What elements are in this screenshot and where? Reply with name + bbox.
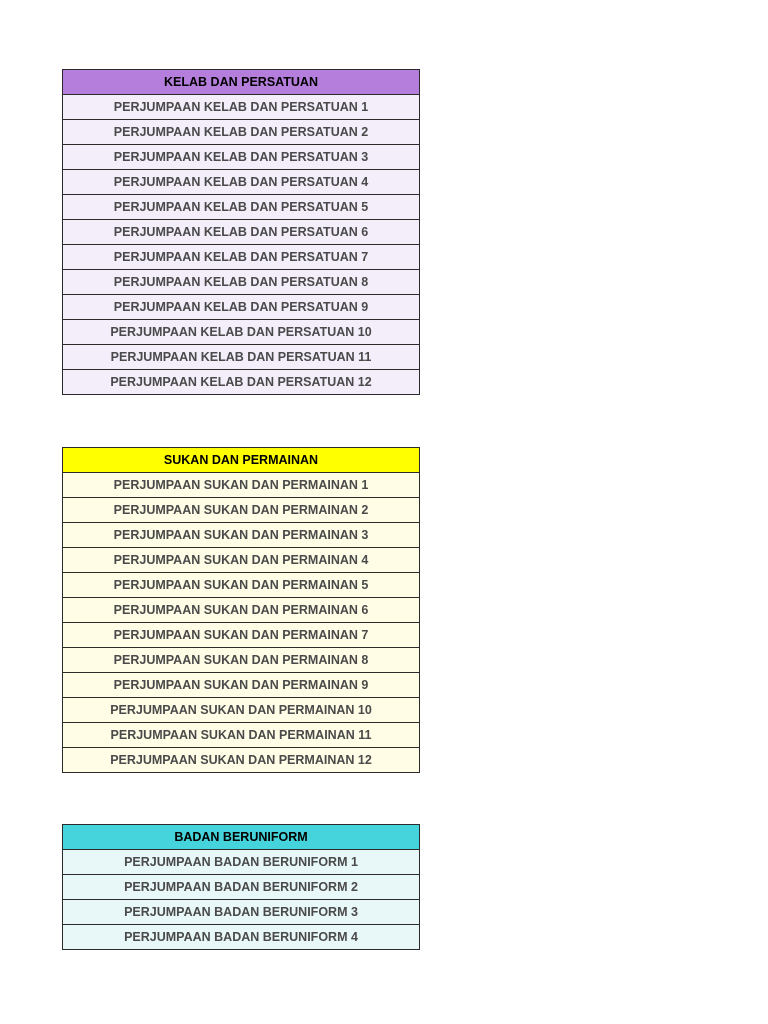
table-body <box>63 95 420 395</box>
table-row <box>63 523 420 548</box>
table-row <box>63 120 420 145</box>
table-row <box>63 473 420 498</box>
table-row <box>63 145 420 170</box>
table-cell: PERJUMPAAN BADAN BERUNIFORM 2 <box>63 875 420 900</box>
table-row <box>63 698 420 723</box>
table-cell: PERJUMPAAN SUKAN DAN PERMAINAN 1 <box>63 473 420 498</box>
table-row <box>63 245 420 270</box>
table-cell: PERJUMPAAN SUKAN DAN PERMAINAN 10 <box>63 698 420 723</box>
table-cell: PERJUMPAAN KELAB DAN PERSATUAN 5 <box>63 195 420 220</box>
table-row <box>63 370 420 395</box>
table-cell: PERJUMPAAN KELAB DAN PERSATUAN 10 <box>63 320 420 345</box>
table-cell: PERJUMPAAN SUKAN DAN PERMAINAN 8 <box>63 648 420 673</box>
table-row <box>63 875 420 900</box>
table-row <box>63 320 420 345</box>
table-row <box>63 925 420 950</box>
table-row <box>63 573 420 598</box>
table-header-row <box>63 70 420 95</box>
table-cell: PERJUMPAAN KELAB DAN PERSATUAN 11 <box>63 345 420 370</box>
table-body <box>63 473 420 773</box>
table-cell: PERJUMPAAN KELAB DAN PERSATUAN 1 <box>63 95 420 120</box>
table-row <box>63 295 420 320</box>
table-row <box>63 648 420 673</box>
table-cell: PERJUMPAAN KELAB DAN PERSATUAN 7 <box>63 245 420 270</box>
table-cell: PERJUMPAAN KELAB DAN PERSATUAN 8 <box>63 270 420 295</box>
table-row <box>63 900 420 925</box>
sukan-dan-permainan-table <box>62 447 420 773</box>
table-cell: PERJUMPAAN SUKAN DAN PERMAINAN 11 <box>63 723 420 748</box>
table-row <box>63 598 420 623</box>
table-cell: PERJUMPAAN KELAB DAN PERSATUAN 2 <box>63 120 420 145</box>
table-cell: PERJUMPAAN BADAN BERUNIFORM 3 <box>63 900 420 925</box>
table-row <box>63 195 420 220</box>
table-row <box>63 673 420 698</box>
table-cell: PERJUMPAAN BADAN BERUNIFORM 1 <box>63 850 420 875</box>
table-header-cell: KELAB DAN PERSATUAN <box>63 70 420 95</box>
table-cell: PERJUMPAAN SUKAN DAN PERMAINAN 6 <box>63 598 420 623</box>
table-cell: PERJUMPAAN KELAB DAN PERSATUAN 3 <box>63 145 420 170</box>
table-row <box>63 170 420 195</box>
table-row <box>63 850 420 875</box>
table-cell: PERJUMPAAN KELAB DAN PERSATUAN 6 <box>63 220 420 245</box>
badan-beruniform-table <box>62 824 420 950</box>
table-cell: PERJUMPAAN SUKAN DAN PERMAINAN 5 <box>63 573 420 598</box>
table-cell: PERJUMPAAN KELAB DAN PERSATUAN 12 <box>63 370 420 395</box>
table-row <box>63 270 420 295</box>
table-cell: PERJUMPAAN SUKAN DAN PERMAINAN 9 <box>63 673 420 698</box>
table-cell: PERJUMPAAN SUKAN DAN PERMAINAN 4 <box>63 548 420 573</box>
table-cell: PERJUMPAAN SUKAN DAN PERMAINAN 2 <box>63 498 420 523</box>
table-header-row <box>63 448 420 473</box>
table-cell: PERJUMPAAN KELAB DAN PERSATUAN 9 <box>63 295 420 320</box>
table-row <box>63 95 420 120</box>
table-header-cell: SUKAN DAN PERMAINAN <box>63 448 420 473</box>
table-body <box>63 850 420 950</box>
kelab-dan-persatuan-table <box>62 69 420 395</box>
table-cell: PERJUMPAAN SUKAN DAN PERMAINAN 12 <box>63 748 420 773</box>
table-row <box>63 623 420 648</box>
table-cell: PERJUMPAAN KELAB DAN PERSATUAN 4 <box>63 170 420 195</box>
table-cell: PERJUMPAAN SUKAN DAN PERMAINAN 3 <box>63 523 420 548</box>
table-header-cell: BADAN BERUNIFORM <box>63 825 420 850</box>
table-row <box>63 345 420 370</box>
table-header-row <box>63 825 420 850</box>
table-row <box>63 498 420 523</box>
table-cell: PERJUMPAAN SUKAN DAN PERMAINAN 7 <box>63 623 420 648</box>
table-row <box>63 220 420 245</box>
table-row <box>63 723 420 748</box>
table-cell: PERJUMPAAN BADAN BERUNIFORM 4 <box>63 925 420 950</box>
table-row <box>63 748 420 773</box>
table-row <box>63 548 420 573</box>
